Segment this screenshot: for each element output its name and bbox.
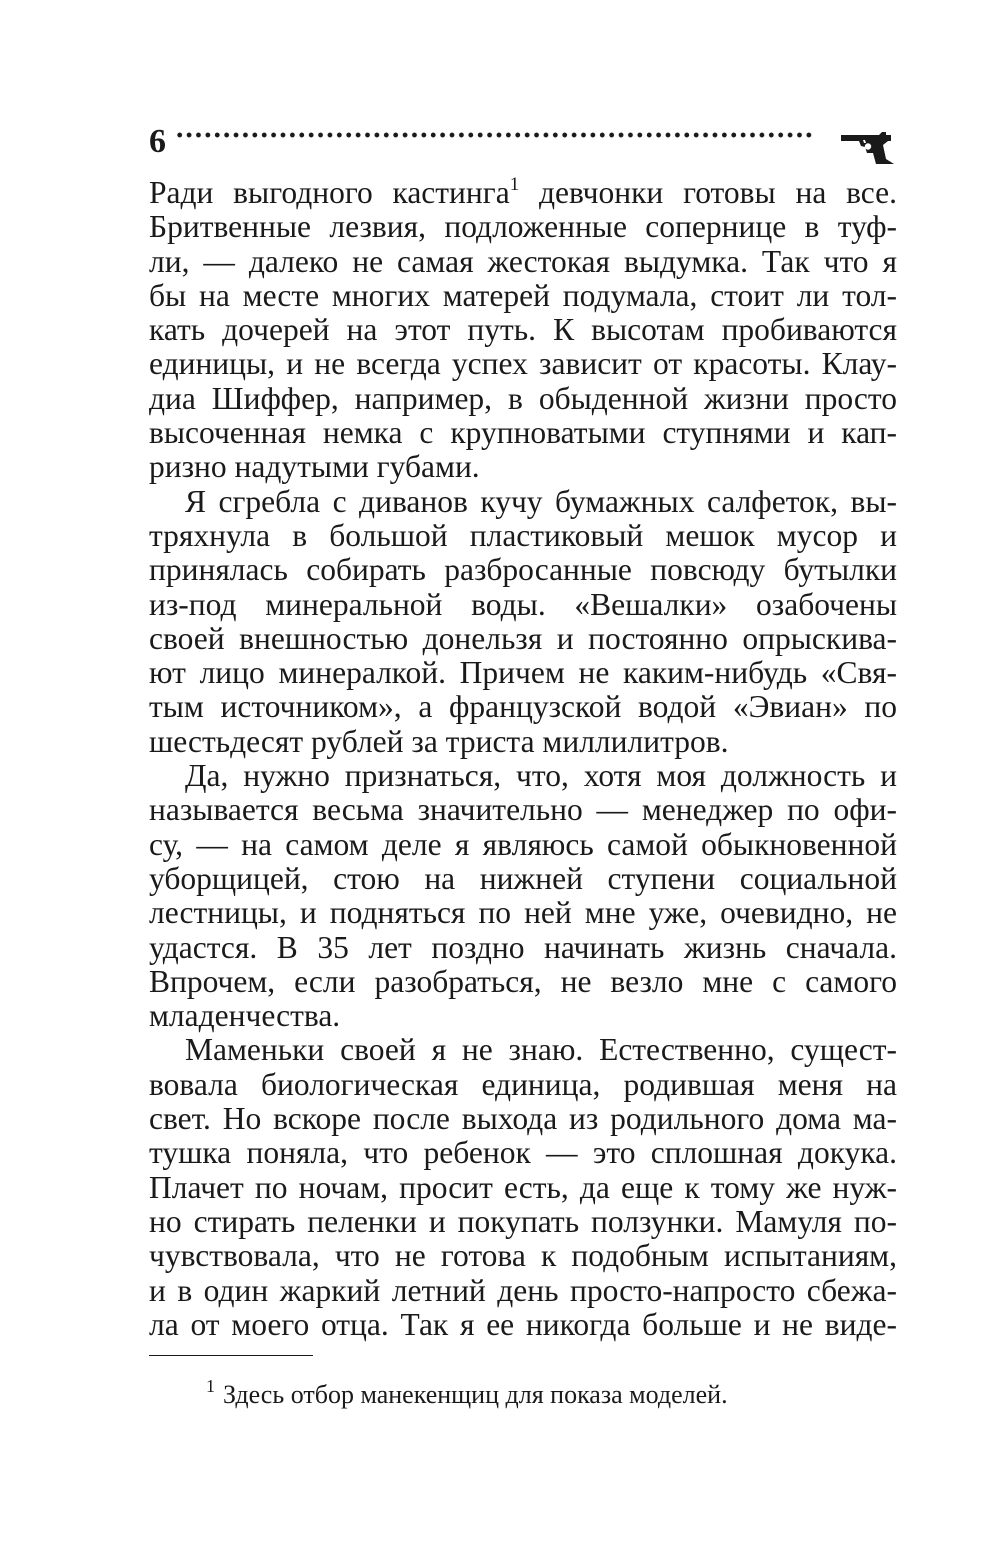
text-fragment: Ради выгодного кастинга	[149, 175, 510, 210]
running-header	[149, 118, 897, 170]
footnote-text: Здесь отбор манекенщиц для показа моделей.	[223, 1380, 728, 1409]
text-line: принялась собирать разбросанные повсюду бутылки	[149, 552, 897, 588]
text-line: Бритвенные лезвия, подложенные сопернице в туф-	[149, 209, 897, 245]
text-line: удастся. В 35 лет поздно начинать жизнь сначала.	[149, 929, 897, 965]
text-line: тым источником», а французской водой «Эвиан» по	[149, 689, 897, 725]
main-text	[149, 176, 897, 1342]
text-line: шестьдесят рублей за триста миллилитров.	[149, 723, 729, 759]
text-line: кать дочерей на этот путь. К высотам пробиваются	[149, 312, 897, 348]
text-fragment: девчонки готовы на все.	[519, 175, 898, 210]
text-line: высоченная немка с крупноватыми ступнями и кап-	[149, 415, 897, 451]
text-line: су, — на самом деле я являюсь самой обыкновенной	[149, 826, 897, 862]
footnote-reference: 1	[509, 174, 520, 195]
text-line: свет. Но вскоре после выхода из родильного дома ма-	[149, 1101, 897, 1137]
footnote-separator	[149, 1355, 313, 1356]
text-line: Да, нужно признаться, что, хотя моя должность и	[185, 758, 897, 794]
footnote-marker: 1	[206, 1376, 215, 1396]
text-line: и в один жаркий летний день просто-напросто сбежа-	[149, 1272, 897, 1308]
text-line	[149, 176, 897, 210]
text-line: Маменьки своей я не знаю. Естественно, сущест-	[185, 1032, 897, 1068]
text-line: диа Шиффер, например, в обыденной жизни просто	[149, 380, 897, 416]
revolver-icon	[839, 126, 897, 166]
text-line: вовала биологическая единица, родившая меня на	[149, 1066, 897, 1102]
text-line: лестницы, и подняться по ней мне уже, очевидно, не	[149, 895, 897, 931]
text-line: называется весьма значительно — менеджер по офи-	[149, 792, 897, 828]
text-line: уборщицей, стою на нижней ступени социальной	[149, 860, 897, 896]
text-line: единицы, и не всегда успех зависит от красоты. Клау-	[149, 346, 897, 382]
text-line: ли, — далеко не самая жестокая выдумка. Так что я	[149, 243, 897, 279]
text-line: Впрочем, если разобраться, не везло мне с самого	[149, 963, 897, 999]
dotted-leader	[175, 132, 815, 138]
footnote	[206, 1378, 886, 1412]
text-line: тушка поняла, что ребенок — это сплошная докука.	[149, 1135, 897, 1171]
text-line: ла от моего отца. Так я ее никогда больше и не виде-	[149, 1306, 897, 1342]
text-line: ризно надутыми губами.	[149, 449, 480, 485]
text-line: Я сгребла с диванов кучу бумажных салфеток, вы-	[185, 483, 897, 519]
text-line: своей внешностью донельзя и постоянно опрыскива-	[149, 620, 897, 656]
text-line: ют лицо минералкой. Причем не каким-нибудь «Свя-	[149, 655, 897, 691]
text-line: бы на месте многих матерей подумала, стоит ли тол-	[149, 277, 897, 313]
text-line: из-под минеральной воды. «Вешалки» озабочены	[149, 586, 897, 622]
page-number: 6	[149, 123, 166, 160]
paragraph	[149, 176, 897, 485]
text-line: чувствовала, что не готова к подобным испытаниям,	[149, 1238, 897, 1274]
text-line: младенчества.	[149, 998, 341, 1034]
text-line: тряхнула в большой пластиковый мешок мусор и	[149, 517, 897, 553]
text-line: но стирать пеленки и покупать ползунки. Мамуля по-	[149, 1203, 897, 1239]
paragraph	[149, 485, 897, 759]
text-line: Плачет по ночам, просит есть, да еще к тому же нуж-	[149, 1169, 897, 1205]
paragraph	[149, 1033, 897, 1342]
paragraph	[149, 759, 897, 1033]
